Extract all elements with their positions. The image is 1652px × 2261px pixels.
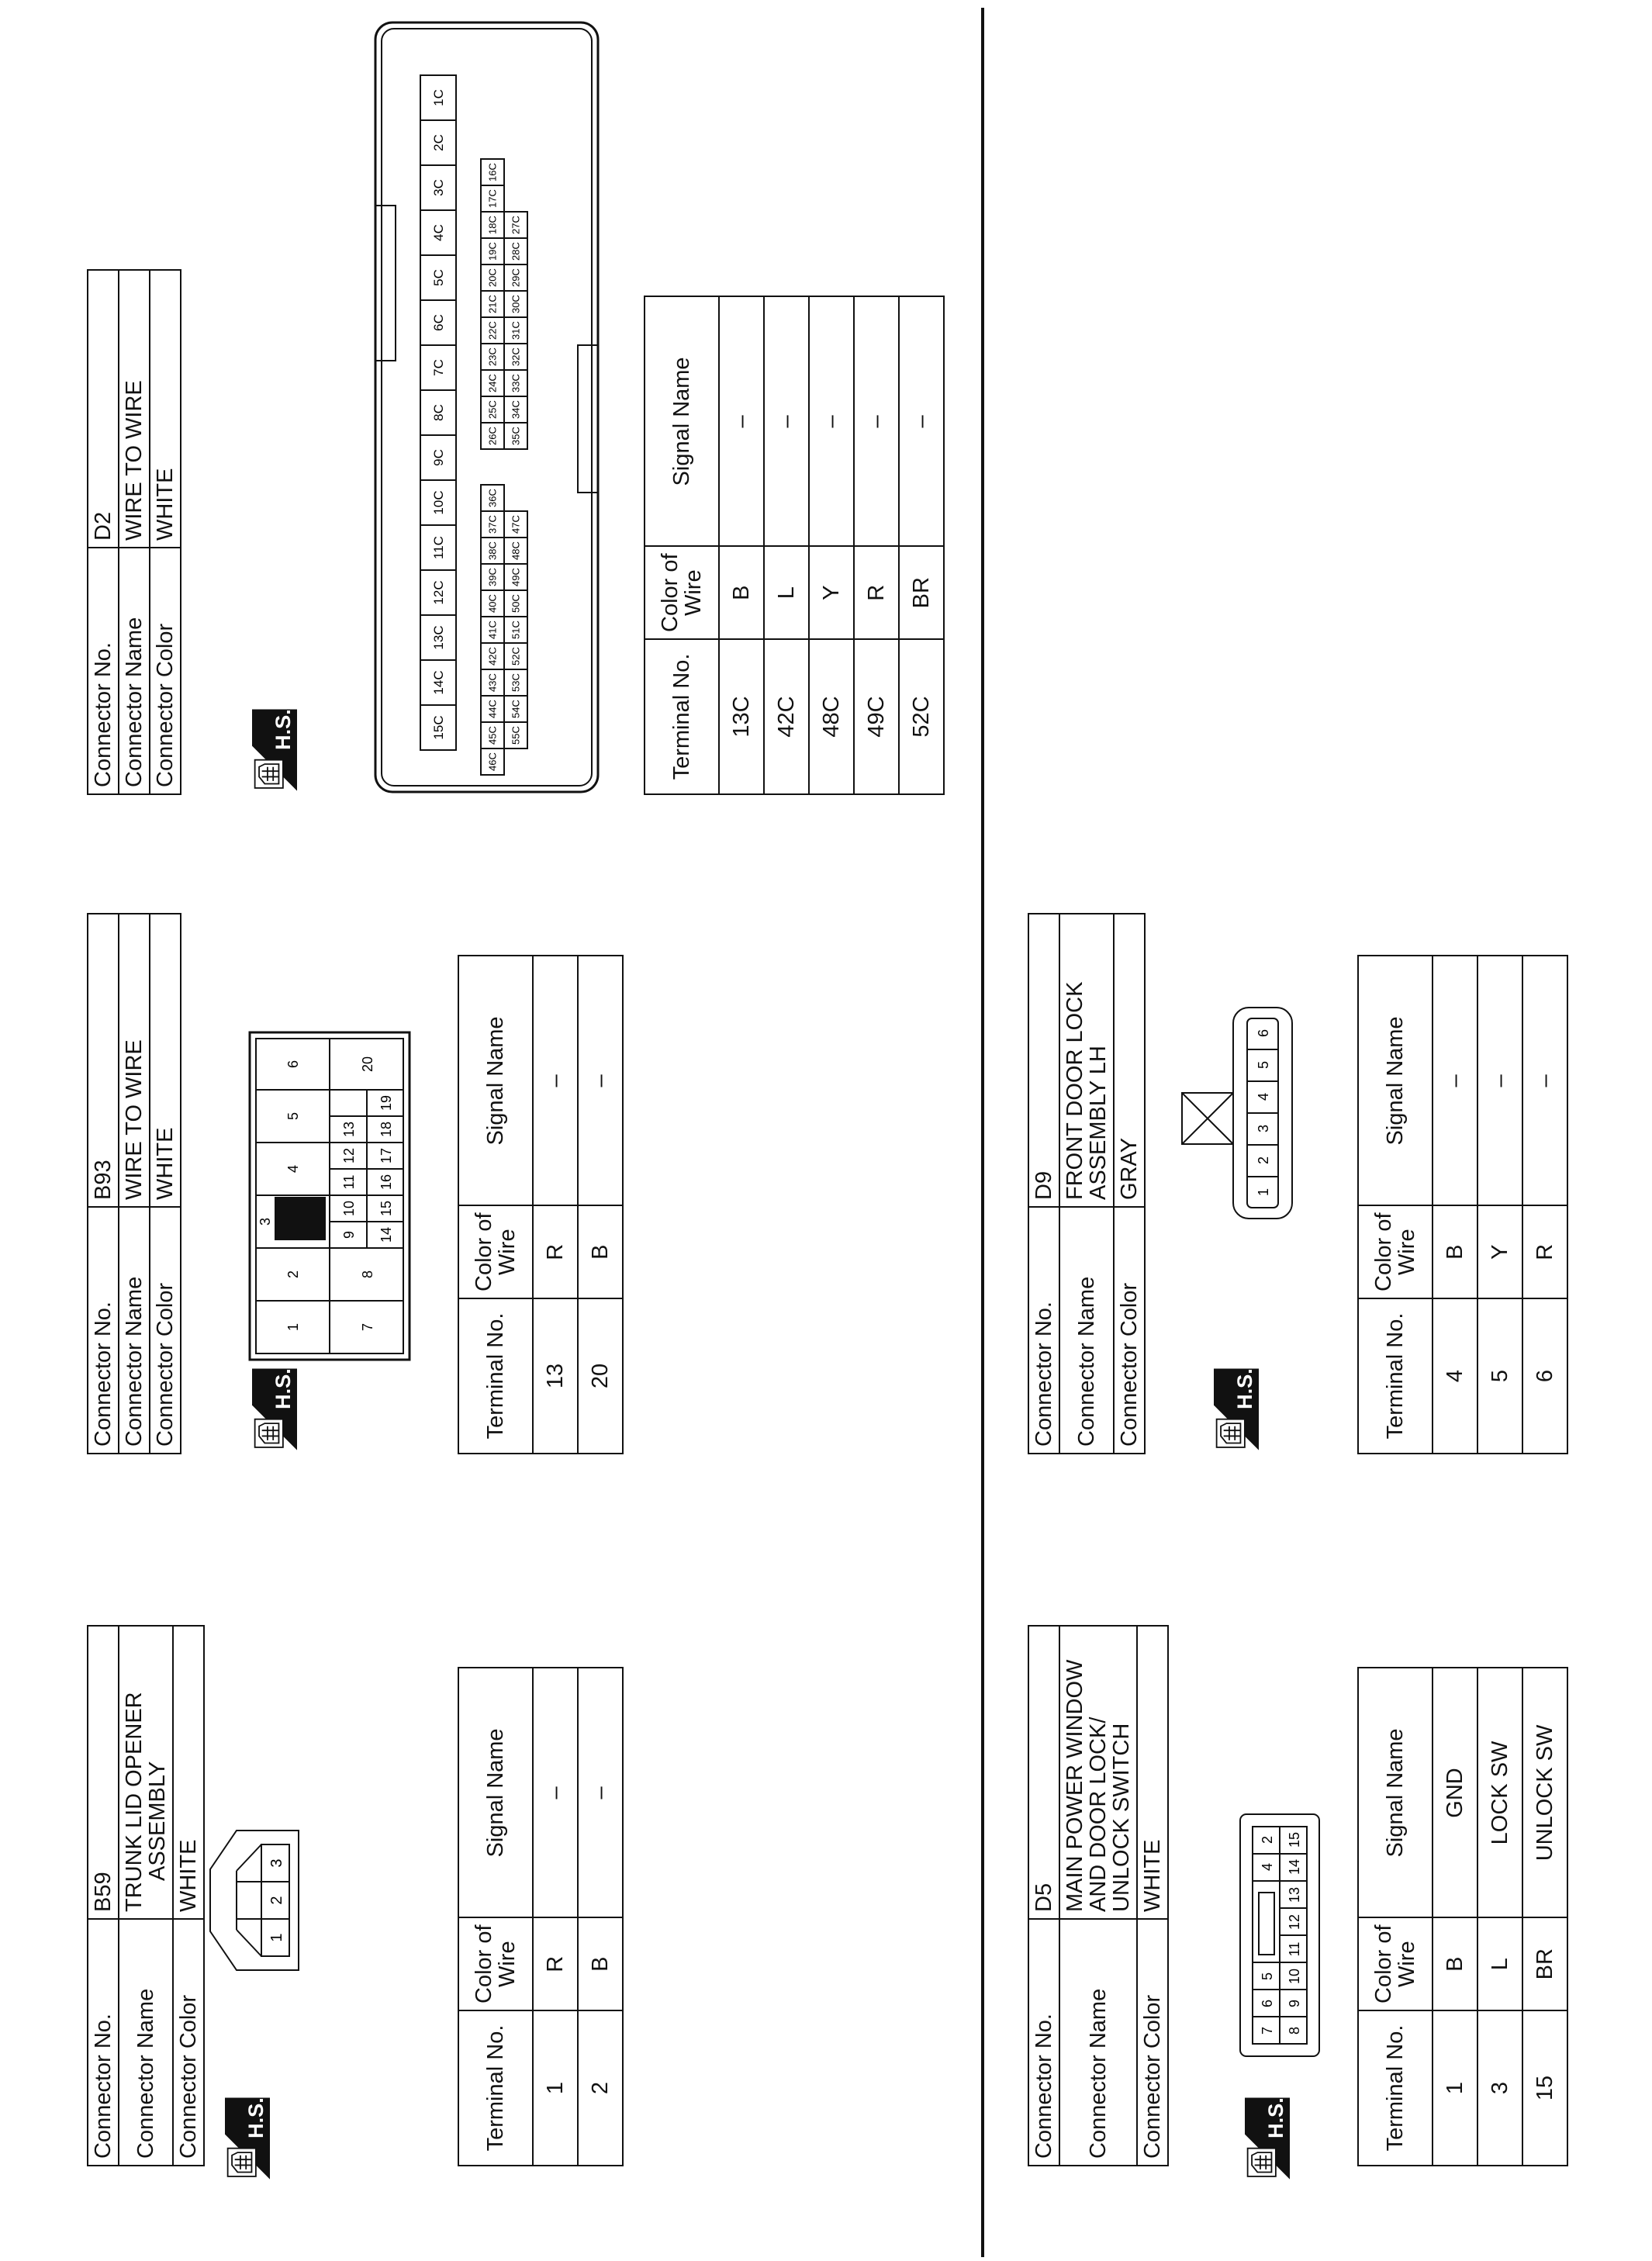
pin-label: 40C xyxy=(486,594,499,613)
wire-color-cell: B xyxy=(1433,1917,1477,2010)
pin-label: 27C xyxy=(510,216,522,234)
pin-label: 5 xyxy=(1256,1060,1271,1070)
connector-color-label: Connector Color xyxy=(150,548,181,794)
pin-label: 7 xyxy=(360,1322,375,1332)
terminal-table-b59-wrap xyxy=(458,1667,624,2166)
terminal-cell: 20 xyxy=(578,1298,623,1454)
signal-cell: – xyxy=(899,296,944,546)
connector-color-value: GRAY xyxy=(1114,914,1145,1207)
pin-label: 3C xyxy=(430,179,446,196)
connector-no-label: Connector No. xyxy=(88,548,119,794)
signal-cell: UNLOCK SW xyxy=(1522,1668,1567,1917)
pin-label: 14 xyxy=(378,1226,394,1243)
pin-label: 18 xyxy=(378,1121,394,1138)
pin-label: 5 xyxy=(1260,1972,1275,1981)
connector-d2 xyxy=(87,269,181,795)
pin-label: 3 xyxy=(268,1858,285,1868)
pin-label: 6 xyxy=(1260,1999,1275,2008)
signal-cell: – xyxy=(578,956,623,1205)
pin-label: 5 xyxy=(285,1111,301,1121)
pin-label: 10 xyxy=(1287,1968,1302,1985)
pin-label: 12C xyxy=(430,580,446,605)
connector-name-line: AND DOOR LOCK/ xyxy=(1086,1716,1111,1912)
header-line: Color of xyxy=(472,1924,496,2003)
connector-info-table xyxy=(1028,1625,1169,2166)
terminal-no-header: Terminal No. xyxy=(458,1298,533,1454)
terminal-cell: 49C xyxy=(854,639,899,794)
terminal-table xyxy=(1357,1667,1568,2166)
connector-name-value xyxy=(119,1626,173,1919)
signal-cell: – xyxy=(533,956,578,1205)
pin-label: 15C xyxy=(430,715,446,740)
pin-label: 13C xyxy=(430,625,446,650)
pin-label: 2 xyxy=(268,1896,285,1905)
pin-label: 2 xyxy=(1260,1835,1275,1844)
color-of-wire-header xyxy=(1358,1205,1433,1298)
pin-label: 16 xyxy=(378,1174,394,1191)
pin-label: 1C xyxy=(430,89,446,106)
signal-name-header: Signal Name xyxy=(1358,1668,1433,1917)
pin-label: 16C xyxy=(486,163,499,182)
pin-label: 24C xyxy=(486,374,499,392)
terminal-no-header: Terminal No. xyxy=(1358,1298,1433,1454)
signal-name-header: Signal Name xyxy=(458,956,533,1205)
pin-label: 46C xyxy=(486,752,499,771)
connector-name-line: ASSEMBLY xyxy=(145,1761,170,1881)
pin-label: 25C xyxy=(486,400,499,419)
pin-label: 7C xyxy=(430,359,446,376)
connector-b93 xyxy=(87,913,181,1454)
pin-label: 55C xyxy=(510,726,522,745)
pin-label: 51C xyxy=(510,621,522,639)
pin-label: 22C xyxy=(486,321,499,340)
connector-no-label: Connector No. xyxy=(88,1207,119,1454)
terminal-no-header: Terminal No. xyxy=(645,639,719,794)
header-line: Wire xyxy=(1395,1229,1419,1276)
table-row xyxy=(578,1668,623,2166)
pin-label: 9 xyxy=(341,1230,357,1239)
pin-label: 48C xyxy=(510,541,522,560)
pin-label: 4 xyxy=(1256,1092,1271,1101)
connector-name-value: WIRE TO WIRE xyxy=(119,914,150,1207)
pin-label: 42C xyxy=(486,647,499,666)
signal-cell: – xyxy=(578,1668,623,1917)
table-row xyxy=(533,1668,578,2166)
table-row xyxy=(809,296,854,794)
connector-name-label: Connector Name xyxy=(119,1919,173,2166)
signal-cell: – xyxy=(1522,956,1567,1205)
signal-cell: – xyxy=(1433,956,1477,1205)
wire-color-cell: BR xyxy=(899,546,944,639)
connector-name-label: Connector Name xyxy=(1059,1207,1114,1454)
hs-harness-side-icon xyxy=(252,1364,297,1454)
pin-label: 10C xyxy=(430,490,446,515)
terminal-table-d5-wrap xyxy=(1357,1667,1568,2166)
connector-info-table xyxy=(87,1625,205,2166)
table-row xyxy=(764,296,809,794)
pin-label: 1 xyxy=(1256,1188,1271,1197)
signal-cell: – xyxy=(1477,956,1522,1205)
connector-color-label: Connector Color xyxy=(150,1207,181,1454)
pin-label: 52C xyxy=(510,647,522,666)
wire-color-cell: B xyxy=(578,1205,623,1298)
wire-color-cell: L xyxy=(1477,1917,1522,2010)
pin-label: 19 xyxy=(378,1094,394,1111)
header-line: Wire xyxy=(1395,1941,1419,1988)
wire-color-cell: L xyxy=(764,546,809,639)
table-row xyxy=(1522,1668,1567,2166)
pin-label: 18C xyxy=(486,216,499,234)
connector-no-value: D5 xyxy=(1028,1626,1059,1919)
connector-info-table xyxy=(1028,913,1146,1454)
pin-label: 11 xyxy=(341,1174,357,1190)
pin-label: 6C xyxy=(430,314,446,331)
connector-name-line: ASSEMBLY LH xyxy=(1086,1046,1111,1200)
connector-color-value: WHITE xyxy=(150,914,181,1207)
connector-no-value: D2 xyxy=(88,270,119,548)
pin-label: 31C xyxy=(510,321,522,340)
signal-cell: – xyxy=(533,1668,578,1917)
table-row xyxy=(1433,1668,1477,2166)
horizontal-divider xyxy=(981,8,984,2257)
connector-color-label: Connector Color xyxy=(1114,1207,1145,1454)
terminal-no-header: Terminal No. xyxy=(1358,2010,1433,2166)
terminal-table-b93-wrap xyxy=(458,955,624,1454)
pin-label: 8 xyxy=(360,1270,375,1279)
pin-label: 13 xyxy=(1287,1886,1302,1903)
pin-label: 49C xyxy=(510,568,522,586)
signal-cell: – xyxy=(719,296,764,546)
terminal-table-d9-wrap xyxy=(1357,955,1568,1454)
color-of-wire-header xyxy=(645,546,719,639)
signal-cell: – xyxy=(764,296,809,546)
signal-cell: – xyxy=(854,296,899,546)
pin-label: 2C xyxy=(430,134,446,151)
pin-label: 36C xyxy=(486,489,499,507)
pin-label: 53C xyxy=(510,673,522,692)
connector-name-line: MAIN POWER WINDOW xyxy=(1063,1659,1087,1912)
pin-label: 23C xyxy=(486,347,499,366)
connector-no-label: Connector No. xyxy=(88,1919,119,2166)
pin-label: 4 xyxy=(1260,1862,1275,1872)
terminal-no-header: Terminal No. xyxy=(458,2010,533,2166)
connector-d9 xyxy=(1028,913,1146,1454)
terminal-table xyxy=(458,955,624,1454)
connector-name-line: FRONT DOOR LOCK xyxy=(1063,981,1087,1200)
connector-color-value: WHITE xyxy=(173,1626,204,1919)
table-row xyxy=(899,296,944,794)
signal-name-header: Signal Name xyxy=(458,1668,533,1917)
connector-face-b59 xyxy=(206,1823,306,1978)
pin-label: 34C xyxy=(510,400,522,419)
pin-label: 15 xyxy=(1287,1831,1302,1848)
terminal-cell: 6 xyxy=(1522,1298,1567,1454)
signal-name-header: Signal Name xyxy=(1358,956,1433,1205)
connector-name-line: TRUNK LID OPENER xyxy=(122,1692,147,1912)
pin-label: 50C xyxy=(510,594,522,613)
signal-name-header: Signal Name xyxy=(645,296,719,546)
table-row xyxy=(719,296,764,794)
connector-name-value xyxy=(1059,1626,1137,1919)
pin-label: 21C xyxy=(486,295,499,313)
connector-no-value: D9 xyxy=(1028,914,1059,1207)
terminal-cell: 4 xyxy=(1433,1298,1477,1454)
connector-color-label: Connector Color xyxy=(173,1919,204,2166)
pin-label: 2 xyxy=(285,1270,301,1279)
pin-label: 37C xyxy=(486,515,499,534)
connector-face-b93 xyxy=(247,1029,413,1363)
hs-label: H.S. xyxy=(1232,1368,1256,1409)
pin-label: 12 xyxy=(341,1147,357,1164)
connector-face-d2 xyxy=(372,19,601,795)
pin-label: 17C xyxy=(486,189,499,208)
pin-label: 9C xyxy=(430,449,446,466)
header-line: Color of xyxy=(472,1212,496,1291)
wire-color-cell: Y xyxy=(809,546,854,639)
table-row xyxy=(1477,956,1522,1454)
terminal-cell: 3 xyxy=(1477,2010,1522,2166)
header-line: Wire xyxy=(495,1229,520,1276)
pin-label: 39C xyxy=(486,568,499,586)
header-line: Color of xyxy=(1371,1212,1396,1291)
pin-label: 1 xyxy=(268,1933,285,1942)
pin-label: 14C xyxy=(430,670,446,695)
terminal-cell: 5 xyxy=(1477,1298,1522,1454)
pin-label: 32C xyxy=(510,347,522,366)
connector-no-label: Connector No. xyxy=(1028,1919,1059,2166)
pin-label: 4C xyxy=(430,224,446,241)
color-of-wire-header xyxy=(1358,1917,1433,2010)
header-line: Wire xyxy=(681,569,706,617)
pin-label: 47C xyxy=(510,515,522,534)
wire-color-cell: B xyxy=(578,1917,623,2010)
wire-color-cell: R xyxy=(854,546,899,639)
wire-color-cell: BR xyxy=(1522,1917,1567,2010)
connector-face-d5 xyxy=(1237,1811,1322,2059)
terminal-table xyxy=(458,1667,624,2166)
pin-label: 8 xyxy=(1287,2026,1302,2035)
table-row xyxy=(578,956,623,1454)
signal-cell: LOCK SW xyxy=(1477,1668,1522,1917)
table-row xyxy=(1433,956,1477,1454)
terminal-table xyxy=(644,296,945,795)
hs-harness-side-icon xyxy=(1214,1364,1259,1454)
pin-label: 12 xyxy=(1287,1914,1302,1931)
connector-color-value: WHITE xyxy=(1137,1626,1168,1919)
pin-label: 28C xyxy=(510,242,522,261)
pin-label: 6 xyxy=(1256,1029,1271,1038)
pin-label: 29C xyxy=(510,268,522,287)
terminal-cell: 48C xyxy=(809,639,854,794)
pin-label: 7 xyxy=(1260,2026,1275,2035)
pin-label: 19C xyxy=(486,242,499,261)
connector-color-value: WHITE xyxy=(150,270,181,548)
terminal-cell: 52C xyxy=(899,639,944,794)
pin-label: 14 xyxy=(1287,1858,1302,1876)
header-line: Color of xyxy=(658,553,683,632)
table-row xyxy=(1477,1668,1522,2166)
pin-label: 4 xyxy=(285,1164,301,1174)
hs-label: H.S. xyxy=(1263,2097,1287,2138)
terminal-table xyxy=(1357,955,1568,1454)
connector-color-label: Connector Color xyxy=(1137,1919,1168,2166)
connector-no-value: B93 xyxy=(88,914,119,1207)
table-row xyxy=(1522,956,1567,1454)
header-line: Color of xyxy=(1371,1924,1396,2003)
connector-no-label: Connector No. xyxy=(1028,1207,1059,1454)
connector-name-label: Connector Name xyxy=(119,548,150,794)
pin-label: 9 xyxy=(1287,1999,1302,2008)
pin-label: 43C xyxy=(486,673,499,692)
terminal-cell: 13 xyxy=(533,1298,578,1454)
pin-label: 17 xyxy=(378,1147,394,1164)
connector-no-value: B59 xyxy=(88,1626,119,1919)
connector-d5 xyxy=(1028,1625,1169,2166)
pin-label: 11C xyxy=(430,536,446,559)
terminal-table-d2-wrap xyxy=(644,296,945,795)
connector-name-value: WIRE TO WIRE xyxy=(119,270,150,548)
wire-color-cell: R xyxy=(1522,1205,1567,1298)
color-of-wire-header xyxy=(458,1205,533,1298)
pin-label: 13 xyxy=(341,1121,357,1138)
wire-color-cell: B xyxy=(1433,1205,1477,1298)
pin-label: 44C xyxy=(486,700,499,718)
hs-harness-side-icon xyxy=(252,705,297,795)
table-row xyxy=(854,296,899,794)
color-of-wire-header xyxy=(458,1917,533,2010)
pin-label: 26C xyxy=(486,427,499,445)
pin-label: 45C xyxy=(486,726,499,745)
pin-label: 2 xyxy=(1256,1156,1271,1165)
pin-label: 15 xyxy=(378,1200,394,1217)
signal-cell: GND xyxy=(1433,1668,1477,1917)
signal-cell: – xyxy=(809,296,854,546)
terminal-cell: 13C xyxy=(719,639,764,794)
wire-color-cell: R xyxy=(533,1917,578,2010)
terminal-cell: 2 xyxy=(578,2010,623,2166)
pin-label: 33C xyxy=(510,374,522,392)
table-row xyxy=(533,956,578,1454)
terminal-cell: 1 xyxy=(1433,2010,1477,2166)
connector-b59 xyxy=(87,1625,205,2166)
connector-face-d9 xyxy=(1179,1004,1295,1222)
wire-color-cell: B xyxy=(719,546,764,639)
terminal-cell: 42C xyxy=(764,639,809,794)
connector-info-table xyxy=(87,269,181,795)
pin-label: 38C xyxy=(486,541,499,560)
hs-label: H.S. xyxy=(243,2097,268,2138)
pin-label: 11 xyxy=(1287,1941,1302,1957)
pin-label: 8C xyxy=(430,404,446,421)
pin-label: 6 xyxy=(285,1060,301,1069)
hs-harness-side-icon xyxy=(1245,2093,1290,2183)
pin-label: 10 xyxy=(341,1200,357,1217)
wire-color-cell: R xyxy=(533,1205,578,1298)
pin-label: 35C xyxy=(510,427,522,445)
connector-name-line: UNLOCK SWITCH xyxy=(1109,1723,1134,1912)
connector-info-table xyxy=(87,913,181,1454)
pin-label: 20 xyxy=(360,1056,375,1073)
hs-label: H.S. xyxy=(270,1368,295,1409)
terminal-cell: 15 xyxy=(1522,2010,1567,2166)
pin-label: 5C xyxy=(430,269,446,286)
pin-label: 1 xyxy=(285,1322,301,1332)
connector-name-value xyxy=(1059,914,1114,1207)
hs-label: H.S. xyxy=(270,709,295,750)
connector-name-label: Connector Name xyxy=(119,1207,150,1454)
pin-label: 3 xyxy=(257,1217,273,1226)
wire-color-cell: Y xyxy=(1477,1205,1522,1298)
pin-label: 30C xyxy=(510,295,522,313)
pin-label: 3 xyxy=(1256,1124,1271,1133)
pin-label: 54C xyxy=(510,700,522,718)
connector-name-label: Connector Name xyxy=(1059,1919,1137,2166)
pin-label: 20C xyxy=(486,268,499,287)
header-line: Wire xyxy=(495,1941,520,1988)
pin-label: 41C xyxy=(486,621,499,639)
hs-harness-side-icon xyxy=(225,2093,270,2183)
terminal-cell: 1 xyxy=(533,2010,578,2166)
